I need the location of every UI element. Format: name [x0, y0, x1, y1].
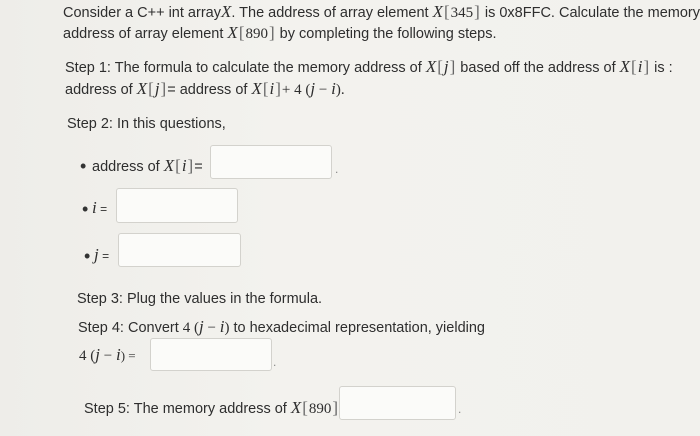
trailing-period: .: [458, 402, 462, 416]
intro-line-2: address of array element X[890] by completing the following steps.: [63, 23, 497, 42]
trailing-period: .: [273, 355, 277, 369]
j-value-input[interactable]: [118, 233, 241, 267]
step1-line-1: Step 1: The formula to calculate the memory address of X[j] based off the address of X[i] is :: [65, 57, 673, 76]
step3-text: Step 3: Plug the values in the formula.: [77, 291, 323, 307]
bullet-icon: •: [84, 246, 91, 266]
address-xi-input[interactable]: [210, 145, 332, 179]
trailing-period: .: [335, 162, 339, 176]
address-xi-label: address of X[i]=: [92, 156, 203, 175]
step1-formula: address of X[j]= address of X[i]+ 4 (j − i).: [65, 79, 345, 98]
hex-value-input[interactable]: [150, 338, 272, 371]
j-label: j =: [94, 245, 110, 264]
bullet-icon: •: [82, 199, 89, 219]
intro-line-1: Consider a C++ int arrayX. The address of array element X[345] is 0x8FFC. Calculate the memory: [63, 2, 700, 21]
step5-text: Step 5: The memory address of X[890]: [84, 398, 339, 417]
memory-address-input[interactable]: [339, 386, 456, 420]
bullet-icon: •: [80, 156, 87, 176]
i-label: i =: [92, 198, 108, 217]
i-value-input[interactable]: [116, 188, 238, 223]
step4-expression: 4 (j − i) =: [79, 345, 136, 364]
step2-heading: Step 2: In this questions,: [67, 116, 226, 132]
step4-text: Step 4: Convert 4 (j − i) to hexadecimal representation, yielding: [78, 317, 485, 336]
